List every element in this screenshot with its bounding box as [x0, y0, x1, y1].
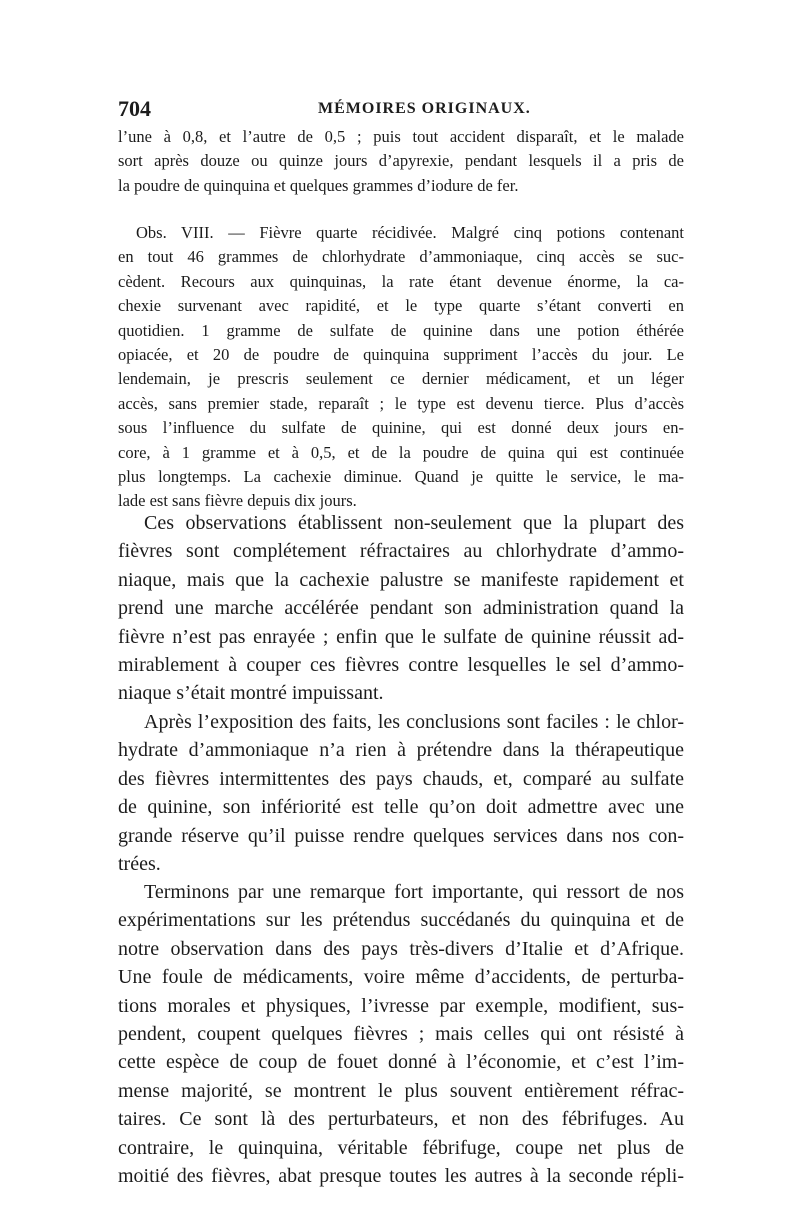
text-line: notre observation dans des pays très-divers d’Italie et d’Afrique.: [118, 937, 684, 960]
text-line: quotidien. 1 gramme de sulfate de quinine dans une potion éthérée: [118, 320, 684, 340]
text-line: Obs. VIII. — Fièvre quarte récidivée. Malgré cinq potions contenant: [136, 223, 684, 242]
paragraph-observations: [118, 512, 684, 711]
text-line: expérimentations sur les prétendus succédanés du quinquina et de: [118, 909, 684, 932]
text-line: accès, sans premier stade, reparaît ; le type est devenu tierce. Plus d’accès: [118, 393, 684, 413]
running-title: MÉMOIRES ORIGINAUX.: [318, 100, 531, 117]
text-line: hydrate d’ammoniaque n’a rien à prétendre dans la thérapeutique: [118, 739, 684, 762]
text-line: moitié des fièvres, abat presque toutes les autres à la seconde répli-: [118, 1164, 684, 1187]
text-line: Terminons par une remarque fort importante, qui ressort de nos: [144, 881, 684, 903]
page-number: 704: [118, 96, 151, 121]
text-line: sous l’influence du sulfate de quinine, qui est donné deux jours en-: [118, 418, 684, 438]
text-line: niaque, mais que la cachexie palustre se manifeste rapidement et: [118, 568, 684, 591]
text-line: sort après douze ou quinze jours d’apyrexie, pendant lesquels il a pris de: [118, 151, 684, 171]
text-line: Une foule de médicaments, voire même d’accidents, de perturba-: [118, 966, 684, 989]
text-line: pendent, coupent quelques fièvres ; mais celles qui ont résisté à: [118, 1022, 684, 1045]
text-line: plus longtemps. La cachexie diminue. Quand je quitte le service, le ma-: [118, 466, 684, 486]
text-line: contraire, le quinquina, véritable fébrifuge, coupe net plus de: [118, 1136, 684, 1159]
paragraph-conclusions: [118, 711, 684, 881]
text-line: Ces observations établissent non-seulement que la plupart des: [144, 512, 684, 534]
text-line: fièvre n’est pas enrayée ; enfin que le sulfate de quinine réussit ad-: [118, 625, 684, 648]
text-line: de quinine, son infériorité est telle qu’on doit admettre avec une: [118, 796, 684, 819]
text-line: tions morales et physiques, l’ivresse par exemple, modifient, sus-: [118, 994, 684, 1017]
page-header: [118, 96, 688, 126]
text-line: chexie survenant avec rapidité, et le type quarte s’étant converti en: [118, 296, 684, 316]
text-line: Après l’exposition des faits, les conclusions sont faciles : le chlor-: [144, 711, 684, 733]
text-line: fièvres sont complétement réfractaires au chlorhydrate d’ammo-: [118, 540, 684, 563]
text-line: core, à 1 gramme et à 0,5, et de la poudre de quina qui est continuée: [118, 442, 684, 462]
paragraph-case-end: [118, 127, 684, 200]
text-line: mense majorité, se montrent le plus souvent entièrement réfrac-: [118, 1079, 684, 1102]
text-line: cèdent. Recours aux quinquinas, la rate étant devenue énorme, la ca-: [118, 271, 684, 291]
text-line: l’une à 0,8, et l’autre de 0,5 ; puis tout accident disparaît, et le malade: [118, 127, 684, 146]
text-line: en tout 46 grammes de chlorhydrate d’ammoniaque, cinq accès se suc-: [118, 247, 684, 267]
text-line: grande réserve qu’il puisse rendre quelques services dans nos con-: [118, 824, 684, 847]
paragraph-final-remark: [118, 881, 684, 1193]
text-line: taires. Ce sont là des perturbateurs, et non des fébrifuges. Au: [118, 1108, 684, 1131]
text-line: opiacée, et 20 de poudre de quinquina suppriment l’accès du jour. Le: [118, 344, 684, 364]
observation-viii: [118, 223, 684, 516]
text-line: prend une marche accélérée pendant son administration quand la: [118, 597, 684, 620]
text-line: lendemain, je prescris seulement ce dernier médicament, et un léger: [118, 369, 684, 389]
text-line: niaque s’était montré impuissant.: [118, 682, 384, 705]
text-line: des fièvres intermittentes des pays chauds, et, comparé au sulfate: [118, 767, 684, 790]
text-line: mirablement à couper ces fièvres contre lesquelles le sel d’ammo-: [118, 653, 684, 676]
text-line: la poudre de quinquina et quelques grammes d’iodure de fer.: [118, 175, 519, 195]
text-line: lade est sans fièvre depuis dix jours.: [118, 491, 357, 511]
text-line: cette espèce de coup de fouet donné à l’économie, et c’est l’im-: [118, 1051, 684, 1074]
text-line: trées.: [118, 852, 161, 875]
